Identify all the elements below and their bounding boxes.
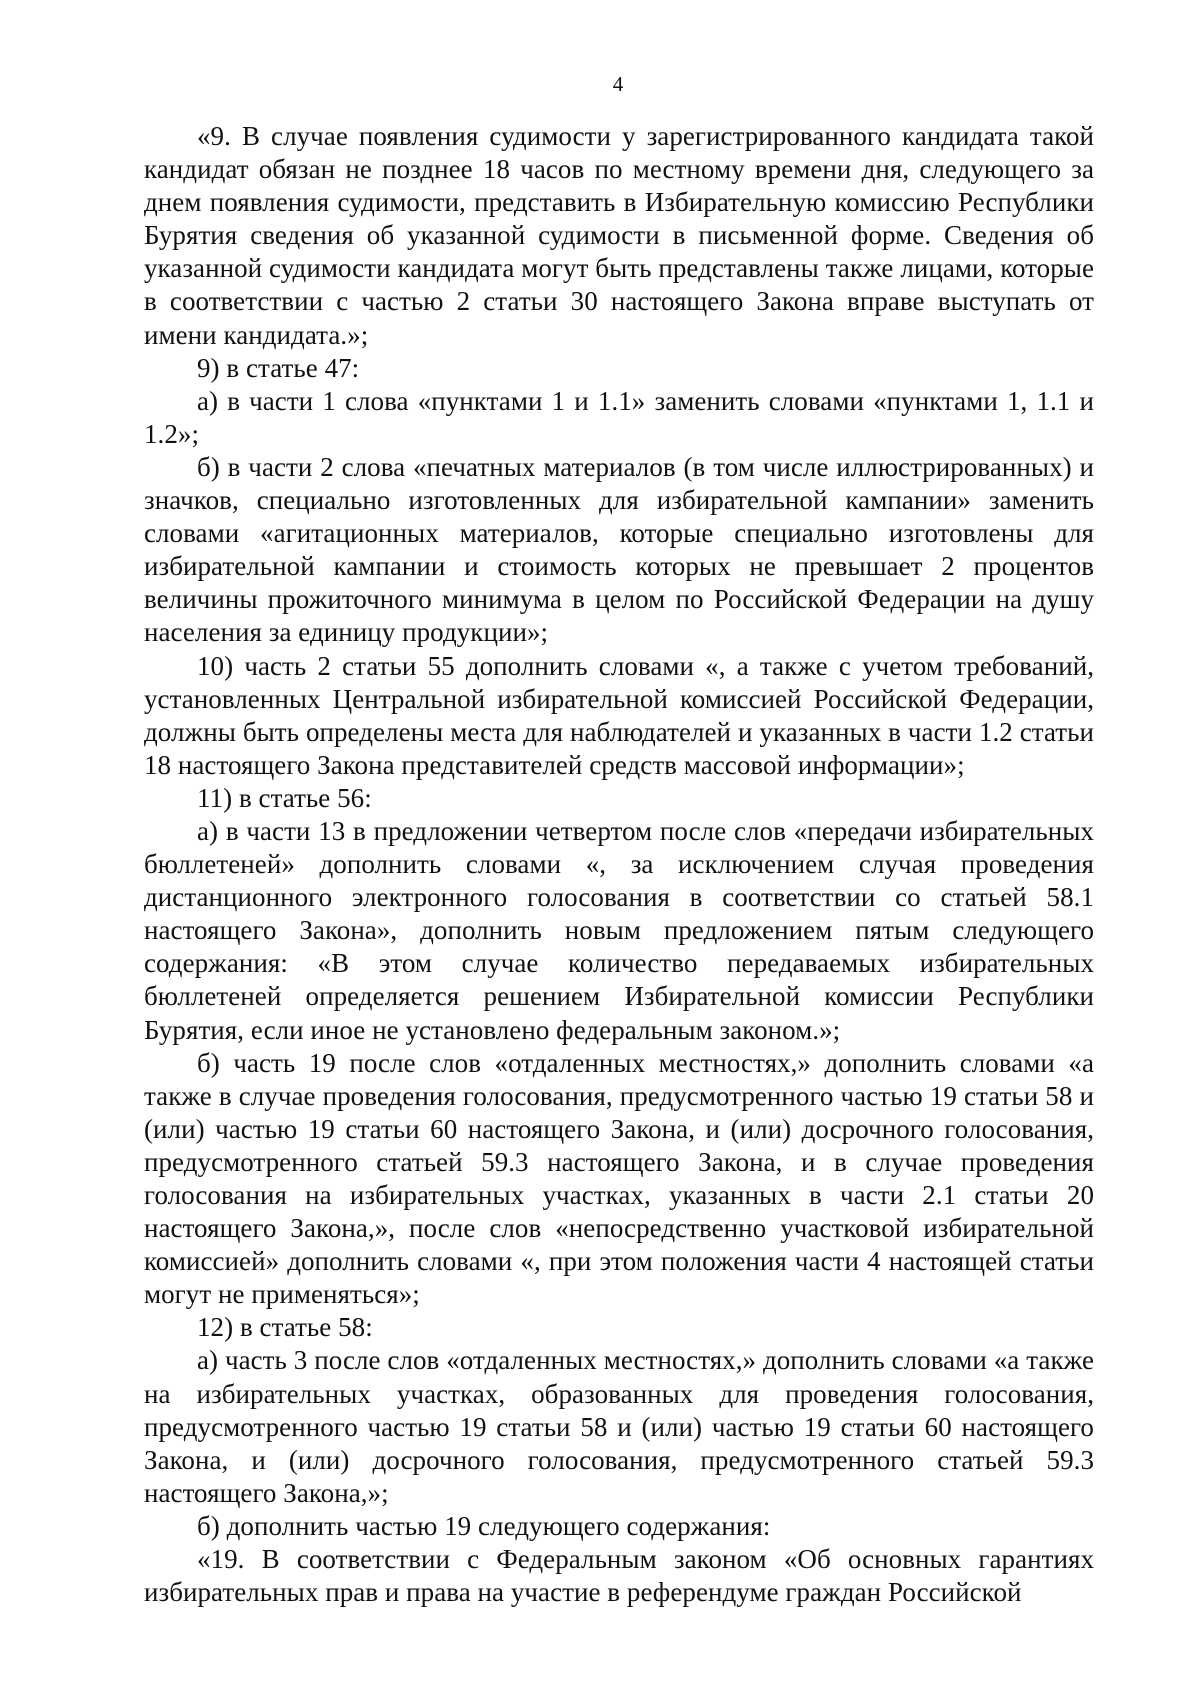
document-body [144, 120, 1094, 1609]
paragraph-item-9b: б) в части 2 слова «печатных материалов (в том числе иллюстрированных) и значков, специально изготовленных для избирательной кампании» заменить словами «агитационных материалов, которые специально изготовлены для избирательной кампании и стоимость которых не превышает 2 процентов величины прожиточного минимума в целом по Российской Федерации на душу населения за единицу продукции»; [144, 451, 1094, 648]
paragraph-item-11b: б) часть 19 после слов «отдаленных местностях,» дополнить словами «а также в случае проведения голосования, предусмотренного частью 19 статьи 58 и (или) частью 19 статьи 60 настоящего Закона, и (или) досрочного голосования, предусмотренного статьей 59.3 настоящего Закона, и в случае проведения голосования на избирательных участках, указанных в части 2.1 статьи 20 настоящего Закона,», после слов «непосредственно участковой избирательной комиссией» дополнить словами «, при этом положения части 4 настоящей статьи могут не применяться»; [144, 1047, 1094, 1310]
paragraph-item-10: 10) часть 2 статьи 55 дополнить словами «, а также с учетом требований, установленных Центральной избирательной комиссией Российской Федерации, должны быть определены места для наблюдателей и указанных в части 1.2 статьи 18 настоящего Закона представителей средств массовой информации»; [144, 650, 1094, 780]
paragraph-clause-9-criminal-record: «9. В случае появления судимости у зарегистрированного кандидата такой кандидат обязан не позднее 18 часов по местному времени дня, следующего за днем появления судимости, представить в Избирательную комиссию Республики Бурятия сведения об указанной судимости в письменной форме. Сведения об указанной судимости кандидата могут быть представлены также лицами, которые в соответствии с частью 2 статьи 30 настоящего Закона вправе выступать от имени кандидата.»; [144, 121, 1094, 350]
paragraph-item-9a: а) в части 1 слова «пунктами 1 и 1.1» заменить словами «пунктами 1, 1.1 и 1.2»; [144, 385, 1094, 449]
paragraph-clause-19: «19. В соответствии с Федеральным законом «Об основных гарантиях избирательных прав и права на участие в референдуме граждан Российской [144, 1544, 1094, 1608]
paragraph-item-12b: б) дополнить частью 19 следующего содержания: [197, 1510, 771, 1541]
paragraph-item-11-article-56: 11) в статье 56: [197, 782, 372, 813]
paragraph-item-9-article-47: 9) в статье 47: [197, 352, 360, 383]
paragraph-item-12a: а) часть 3 после слов «отдаленных местностях,» дополнить словами «а также на избирательных участках, образованных для проведения голосования, предусмотренного частью 19 статьи 58 и (или) частью 19 статьи 60 настоящего Закона, и (или) досрочного голосования, предусмотренного статьей 59.3 настоящего Закона,»; [144, 1345, 1094, 1508]
paragraph-item-12-article-58: 12) в статье 58: [197, 1312, 373, 1343]
page-number: 4 [612, 72, 624, 96]
paragraph-item-11a: а) в части 13 в предложении четвертом после слов «передачи избирательных бюллетеней» дополнить словами «, за исключением случая проведения дистанционного электронного голосования в соответствии со статьей 58.1 настоящего Закона», дополнить новым предложением пятым следующего содержания: «В этом случае количество передаваемых избирательных бюллетеней определяется решением Избирательной комиссии Республики Бурятия, если иное не установлено федеральным законом.»; [144, 815, 1094, 1045]
